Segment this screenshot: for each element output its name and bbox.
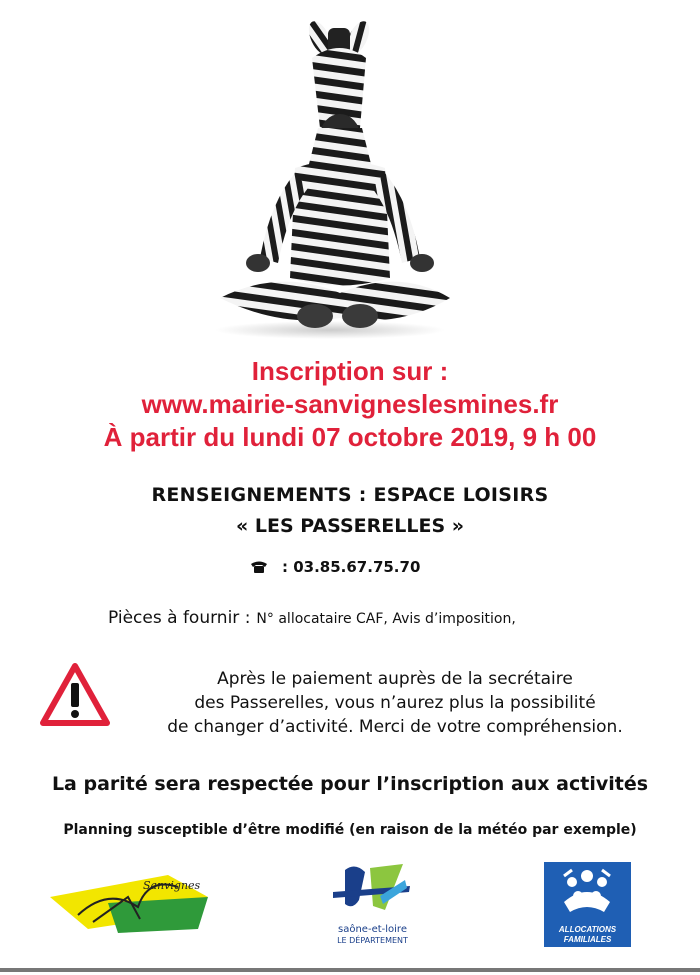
caf-line-2: FAMILIALES [563,935,612,944]
inscription-website-link[interactable]: www.mairie-sanvigneslesmines.fr [141,389,559,419]
pieces-row [108,608,516,628]
pieces-label: Pièces à fournir : [108,608,251,628]
planning-note: Planning susceptible d’être modifié (en raison de la météo par exemple) [63,822,637,838]
inscription-title: Inscription sur : [251,356,449,386]
saone-et-loire-mark [325,860,420,924]
phone-number: : 03.85.67.75.70 [282,558,421,576]
phone-row [250,558,420,576]
zebra-illustration [200,18,460,340]
warning-line-1: Après le paiement auprès de la secrétaire [217,669,573,689]
parite-statement: La parité sera respectée pour l’inscription aux activités [51,773,649,795]
warning-line-2: des Passerelles, vous n’aurez plus la possibilité [194,693,596,713]
saone-et-loire-name: saône-et-loire [338,924,407,935]
warning-icon [40,663,110,727]
bottom-divider [0,968,700,972]
warning-line-3: de changer d’activité. Merci de votre compréhension. [167,717,623,737]
sanvignes-logo [48,867,213,937]
renseignements-line: RENSEIGNEMENTS : ESPACE LOISIRS [151,484,549,506]
caf-family-icon [544,862,631,922]
telephone-icon [250,560,268,574]
caf-line-1: ALLOCATIONS [558,925,617,934]
sanvignes-logo-text: Sanvignes [143,879,201,892]
passerelles-line: « LES PASSERELLES » [235,515,465,537]
warning-message [130,667,660,739]
saone-et-loire-subtitle: LE DÉPARTEMENT [337,936,408,945]
caf-logo [544,862,631,947]
inscription-date: À partir du lundi 07 octobre 2019, 9 h 00 [103,422,597,452]
saone-et-loire-logo [325,860,420,945]
pieces-value: N° allocataire CAF, Avis d’imposition, [256,611,516,627]
